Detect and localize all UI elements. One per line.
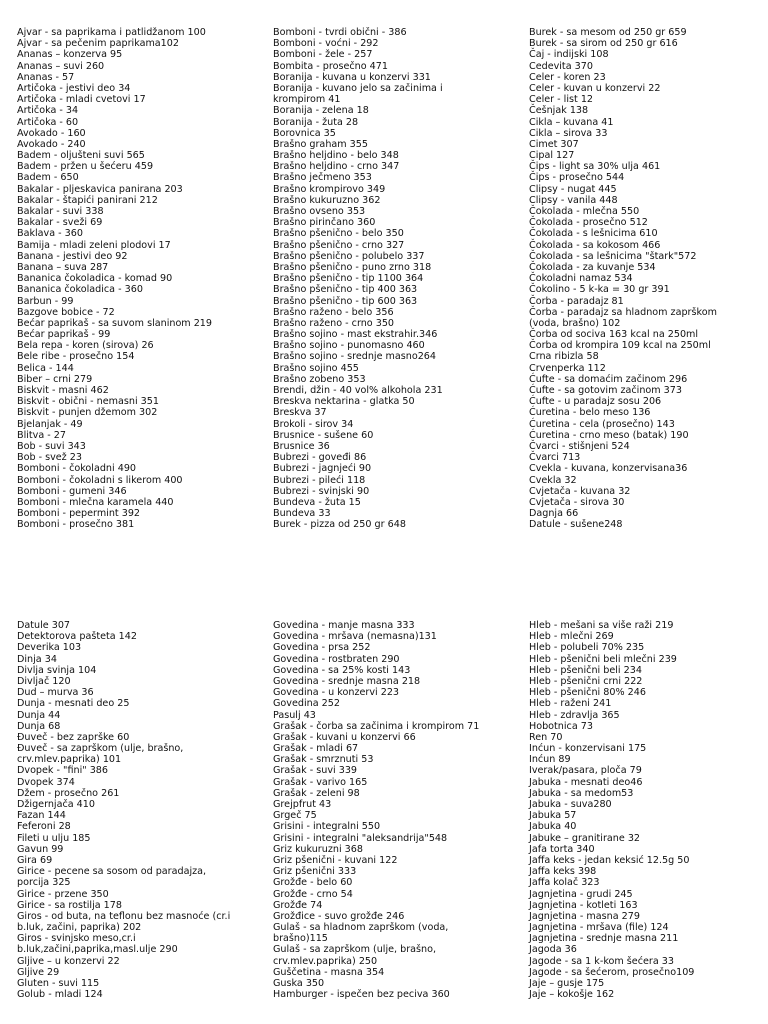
list-item: brašno)115 bbox=[273, 933, 328, 945]
list-item: Grejpfrut 43 bbox=[273, 799, 332, 810]
list-item: Guščetina - masna 354 bbox=[273, 966, 385, 978]
list-item: Cipal 127 bbox=[529, 150, 575, 162]
list-item: crv.mlev.paprika) 101 bbox=[17, 754, 122, 766]
list-item: Golub - mladi 124 bbox=[17, 989, 103, 1001]
list-item: Hleb - zdravlja 365 bbox=[529, 709, 620, 721]
list-item: Brašno krompirovo 349 bbox=[273, 183, 386, 195]
list-item: Datule - sušene248 bbox=[529, 519, 623, 531]
list-item: Brašno sojino - mast ekstrahir.346 bbox=[273, 329, 438, 341]
list-item: Bundeva 33 bbox=[273, 508, 331, 520]
list-item: Gljive 29 bbox=[17, 966, 60, 978]
list-item: Brašno heljdino - belo 348 bbox=[273, 150, 399, 162]
list-item: Detektorova pašteta 142 bbox=[17, 631, 137, 643]
list-item: Celer - koren 23 bbox=[529, 71, 606, 83]
list-item: Cvjetača - kuvana 32 bbox=[529, 485, 631, 497]
list-item: Čokolino - 5 k-ka = 30 gr 391 bbox=[529, 284, 670, 296]
list-item: Boranija - kuvano jelo sa začinima i bbox=[273, 82, 443, 94]
list-item: Biber – crni 279 bbox=[17, 373, 93, 385]
list-item: Brašno pirinčano 360 bbox=[273, 217, 376, 229]
list-item: porcija 325 bbox=[17, 877, 71, 889]
list-item: Burek - sa sirom od 250 gr 616 bbox=[529, 38, 678, 50]
list-item: Hleb - pšenični 80% 246 bbox=[529, 687, 646, 699]
list-item: Brašno zobeno 353 bbox=[273, 373, 366, 385]
list-item: Dinja 34 bbox=[17, 653, 57, 665]
list-item: Čokoladni namaz 534 bbox=[529, 273, 633, 285]
list-item: Brašno raženo - crno 350 bbox=[273, 317, 395, 329]
list-item: Griz pšenični - kuvani 122 bbox=[273, 854, 398, 866]
list-item: Čokolada - s lešnicima 610 bbox=[529, 228, 658, 240]
list-item: Girice - pecene sa sosom od paradajza, bbox=[17, 866, 207, 878]
list-item: Jabuka - mesnati deo46 bbox=[529, 776, 643, 788]
list-item: Grisini - integralni 550 bbox=[273, 821, 381, 833]
list-item: Griz kukuruzni 368 bbox=[273, 843, 363, 855]
list-item: Boranija - žuta 28 bbox=[273, 116, 359, 128]
list-item: Čorba - paradajz sa hladnom zaprškom bbox=[529, 306, 717, 318]
list-item: Divlja svinja 104 bbox=[17, 664, 97, 676]
bottom-column-3 bbox=[529, 620, 767, 1000]
list-item: Govedina - u konzervi 223 bbox=[273, 687, 400, 699]
list-item: Češnjak 138 bbox=[529, 105, 589, 117]
list-item: Dunja 68 bbox=[17, 720, 61, 732]
list-item: Ren 70 bbox=[529, 731, 563, 743]
list-item: Čorba - paradajz 81 bbox=[529, 295, 624, 307]
list-item: Hamburger - ispečen bez peciva 360 bbox=[273, 989, 450, 1001]
list-item: Burek - sa mesom od 250 gr 659 bbox=[529, 27, 687, 38]
list-item: Boranija - kuvana u konzervi 331 bbox=[273, 71, 431, 83]
list-item: Bakalar - suvi 338 bbox=[17, 206, 104, 217]
list-item: Brašno heljdino - crno 347 bbox=[273, 161, 400, 173]
list-item: Hleb - mešani sa više raži 219 bbox=[529, 620, 674, 631]
list-item: Bubrezi - goveđi 86 bbox=[273, 452, 367, 464]
list-item: Brašno sojino 455 bbox=[273, 362, 359, 374]
list-item: Bazgove bobice - 72 bbox=[17, 306, 115, 318]
list-item: Crna ribizla 58 bbox=[529, 351, 599, 363]
list-item: Džem - prosečno 261 bbox=[17, 787, 120, 799]
list-item: Bakalar - sveži 69 bbox=[17, 217, 103, 229]
list-item: Čvarci 713 bbox=[529, 452, 581, 464]
list-item: Gluten - suvi 115 bbox=[17, 978, 100, 989]
list-item: Bubrezi - pileći 118 bbox=[273, 474, 366, 486]
list-item: Dvopek 374 bbox=[17, 776, 75, 788]
list-item: Brašno graham 355 bbox=[273, 138, 368, 150]
list-item: Jagode - sa 1 k-kom šećera 33 bbox=[529, 955, 674, 967]
list-item: Brusnice 36 bbox=[273, 440, 330, 452]
list-item: Hleb - pšenični beli mlečni 239 bbox=[529, 653, 677, 665]
list-item: Brokoli - sirov 34 bbox=[273, 418, 354, 430]
list-item: Banana – suva 287 bbox=[17, 261, 109, 273]
top-column-2 bbox=[273, 27, 511, 530]
list-item: Bob - svež 23 bbox=[17, 452, 82, 464]
bottom-column-2 bbox=[273, 620, 511, 1000]
list-item: Brusnice - sušene 60 bbox=[273, 429, 374, 441]
list-item: Belica - 144 bbox=[17, 362, 74, 374]
list-item: Grašak - zeleni 98 bbox=[273, 787, 360, 799]
list-item: Biskvit - obični - nemasni 351 bbox=[17, 396, 159, 408]
list-item: Biskvit - masni 462 bbox=[17, 385, 109, 396]
list-item: Bombita - prosečno 471 bbox=[273, 60, 388, 72]
list-item: Bjelanjak - 49 bbox=[17, 418, 83, 430]
list-item: Giros - svinjsko meso,cr.i bbox=[17, 933, 136, 945]
list-item: Jagode - sa šećerom, prosečno109 bbox=[529, 966, 695, 978]
list-item: Bakalar - štapići panirani 212 bbox=[17, 194, 158, 206]
list-item: Iverak/pasara, ploča 79 bbox=[529, 765, 642, 777]
list-item: Govedina - rostbraten 290 bbox=[273, 653, 400, 665]
list-item: Banana - jestivi deo 92 bbox=[17, 250, 128, 262]
list-item: Cvekla - kuvana, konzervisana36 bbox=[529, 463, 688, 475]
list-item: Boranija - zelena 18 bbox=[273, 105, 369, 117]
list-item: (voda, brašno) 102 bbox=[529, 317, 621, 329]
list-item: Datule 307 bbox=[17, 620, 71, 631]
list-item: Čvarci - stišnjeni 524 bbox=[529, 440, 630, 452]
list-item: Govedina - prsa 252 bbox=[273, 642, 371, 654]
list-item: Fileti u ulju 185 bbox=[17, 832, 91, 844]
list-item: Bele ribe - prosečno 154 bbox=[17, 351, 135, 363]
list-item: Bananica čokoladica - 360 bbox=[17, 284, 143, 296]
list-item: Guska 350 bbox=[273, 978, 325, 989]
list-item: Griz pšenični 333 bbox=[273, 866, 357, 878]
list-item: Badem - 650 bbox=[17, 172, 79, 184]
list-item: Bob - suvi 343 bbox=[17, 440, 86, 452]
list-item: Čokolada - prosečno 512 bbox=[529, 217, 648, 229]
list-item: Jagnjetina - srednje masna 211 bbox=[529, 933, 679, 945]
list-item: Čaj - indijski 108 bbox=[529, 49, 609, 61]
list-item: Jagnjetina - masna 279 bbox=[529, 910, 640, 922]
list-item: Jabuka 40 bbox=[529, 821, 577, 833]
list-item: Jagnjetina - kotleti 163 bbox=[529, 899, 638, 911]
list-item: Gira 69 bbox=[17, 854, 53, 866]
list-item: Avokado - 240 bbox=[17, 138, 86, 150]
list-item: Bomboni - mlečna karamela 440 bbox=[17, 496, 174, 508]
list-item: Cikla – kuvana 41 bbox=[529, 116, 614, 128]
list-item: Brašno pšenično - tip 1100 364 bbox=[273, 273, 424, 285]
list-item: Grašak - smrznuti 53 bbox=[273, 754, 374, 766]
list-item: Deverika 103 bbox=[17, 642, 82, 654]
list-item: Čips - prosečno 544 bbox=[529, 172, 625, 184]
list-item: Grašak - varivo 165 bbox=[273, 776, 368, 788]
list-item: Govedina 252 bbox=[273, 698, 340, 710]
list-item: Grožđe - belo 60 bbox=[273, 877, 353, 889]
list-item: Badem - oljušteni suvi 565 bbox=[17, 150, 145, 162]
list-item: Džigernjača 410 bbox=[17, 799, 95, 810]
list-item: Bananica čokoladica - komad 90 bbox=[17, 273, 173, 285]
list-item: Ćuretina - cela (prosečno) 143 bbox=[529, 418, 675, 430]
list-item: Đuveč - bez zaprške 60 bbox=[17, 731, 130, 743]
list-item: Hleb - raženi 241 bbox=[529, 698, 612, 710]
list-item: Čokolada - sa lešnicima "štark"572 bbox=[529, 250, 697, 262]
list-item: Brašno pšenično - polubelo 337 bbox=[273, 250, 425, 262]
list-item: Bomboni - voćni - 292 bbox=[273, 38, 379, 50]
list-item: Gulaš - sa hladnom zaprškom (voda, bbox=[273, 922, 449, 934]
list-item: Bomboni - čokoladni s likerom 400 bbox=[17, 474, 183, 486]
list-item: Brendi, džin - 40 vol% alkohola 231 bbox=[273, 385, 443, 396]
list-item: Grašak - čorba sa začinima i krompirom 71 bbox=[273, 720, 480, 732]
list-item: Biskvit - punjen džemom 302 bbox=[17, 407, 158, 419]
list-item: Ćuretina - crno meso (batak) 190 bbox=[529, 429, 689, 441]
list-item: Ananas - 57 bbox=[17, 71, 75, 83]
list-item: Grašak - mladi 67 bbox=[273, 743, 359, 755]
list-item: Grožđice - suvo grožđe 246 bbox=[273, 910, 405, 922]
list-item: Bundeva - žuta 15 bbox=[273, 496, 361, 508]
list-item: Bećar paprikaš - 99 bbox=[17, 329, 111, 341]
list-item: Grisini - integralni "aleksandrija"548 bbox=[273, 832, 448, 844]
list-item: Artičoka - jestivi deo 34 bbox=[17, 82, 131, 94]
list-item: Bomboni - pepermint 392 bbox=[17, 508, 141, 520]
list-item: Jagnjetina - grudi 245 bbox=[529, 888, 633, 900]
list-item: Govedina - sa 25% kosti 143 bbox=[273, 664, 411, 676]
list-item: Hleb - polubeli 70% 235 bbox=[529, 642, 645, 654]
list-item: Ajvar - sa paprikama i patlidžanom 100 bbox=[17, 27, 206, 38]
list-item: Baklava - 360 bbox=[17, 228, 83, 240]
list-item: Inćun - konzervisani 175 bbox=[529, 743, 647, 755]
list-item: Jabuke – granitirane 32 bbox=[529, 832, 641, 844]
list-item: Cvekla 32 bbox=[529, 474, 577, 486]
list-item: Grgeč 75 bbox=[273, 810, 317, 822]
list-item: Fazan 144 bbox=[17, 810, 66, 822]
list-item: Borovnica 35 bbox=[273, 127, 336, 139]
list-item: Ćufte - u paradajz sosu 206 bbox=[529, 396, 662, 408]
list-item: Divljač 120 bbox=[17, 675, 71, 687]
list-item: Brašno pšenično - tip 600 363 bbox=[273, 295, 418, 307]
list-item: crv.mlev.paprika) 250 bbox=[273, 955, 378, 967]
list-item: Dud – murva 36 bbox=[17, 687, 94, 699]
list-item: Bamija - mladi zeleni plodovi 17 bbox=[17, 239, 171, 251]
list-item: Inćun 89 bbox=[529, 754, 571, 766]
list-item: Hobotnica 73 bbox=[529, 720, 593, 732]
list-item: Brašno sojino - srednje masno264 bbox=[273, 351, 437, 363]
list-item: Breskva 37 bbox=[273, 407, 327, 419]
list-item: Girice - sa rostilja 178 bbox=[17, 899, 122, 911]
list-item: Brašno pšenično - crno 327 bbox=[273, 239, 405, 251]
list-item: Clipsy - nugat 445 bbox=[529, 183, 617, 195]
list-item: Ćuretina - belo meso 136 bbox=[529, 407, 651, 419]
list-item: Bubrezi - jagnjeći 90 bbox=[273, 463, 372, 475]
list-item: Čokolada - za kuvanje 534 bbox=[529, 261, 656, 273]
list-item: Artičoka - 60 bbox=[17, 116, 79, 128]
list-item: Grašak - suvi 339 bbox=[273, 765, 358, 777]
list-item: Jabuka 57 bbox=[529, 810, 577, 822]
list-item: Jaje – gusje 175 bbox=[529, 978, 605, 989]
list-item: Ananas – suvi 260 bbox=[17, 60, 105, 72]
list-item: Brašno ječmeno 353 bbox=[273, 172, 372, 184]
list-item: Govedina - mršava (nemasna)131 bbox=[273, 631, 437, 643]
list-item: Bomboni - čokoladni 490 bbox=[17, 463, 137, 475]
list-item: Čokolada - mlečna 550 bbox=[529, 206, 640, 217]
list-item: Pasulj 43 bbox=[273, 709, 316, 721]
list-item: Dunja - mesnati deo 25 bbox=[17, 698, 130, 710]
list-item: Feferoni 28 bbox=[17, 821, 71, 833]
list-item: Brašno ovseno 353 bbox=[273, 206, 366, 217]
list-item: Čorba od sociva 163 kcal na 250ml bbox=[529, 329, 699, 341]
list-item: Jabuka - suva280 bbox=[529, 799, 612, 810]
list-item: Avokado - 160 bbox=[17, 127, 86, 139]
list-item: Jagoda 36 bbox=[529, 944, 577, 956]
list-item: Gljive – u konzervi 22 bbox=[17, 955, 120, 967]
list-item: Ćufte - sa gotovim začinom 373 bbox=[529, 385, 682, 396]
list-item: Govedina - srednje masna 218 bbox=[273, 675, 421, 687]
list-item: Cikla – sirova 33 bbox=[529, 127, 608, 139]
list-item: Brašno raženo - belo 356 bbox=[273, 306, 394, 318]
list-item: Jaffa kolač 323 bbox=[529, 877, 600, 889]
list-item: Gulaš - sa zaprškom (ulje, brašno, bbox=[273, 944, 437, 956]
list-item: Brašno sojino - punomasno 460 bbox=[273, 340, 425, 352]
list-item: Badem - pržen u šećeru 459 bbox=[17, 161, 154, 173]
list-item: Brašno kukuruzno 362 bbox=[273, 194, 381, 206]
list-item: b.luk, začini, paprika) 202 bbox=[17, 922, 142, 934]
list-item: Jagnjetina - mršava (file) 124 bbox=[529, 922, 669, 934]
list-item: Grožđe 74 bbox=[273, 899, 323, 911]
list-item: Bomboni - žele - 257 bbox=[273, 49, 373, 61]
list-item: Bomboni - gumeni 346 bbox=[17, 485, 127, 497]
list-item: Hleb - pšenični beli 234 bbox=[529, 664, 642, 676]
list-item: Cedevita 370 bbox=[529, 60, 593, 72]
list-item: Govedina - manje masna 333 bbox=[273, 620, 415, 631]
list-item: Dvopek - "fini" 386 bbox=[17, 765, 109, 777]
list-item: Jaffa keks 398 bbox=[529, 866, 597, 878]
list-item: Bela repa - koren (sirova) 26 bbox=[17, 340, 154, 352]
list-item: Ananas – konzerva 95 bbox=[17, 49, 123, 61]
list-item: krompirom 41 bbox=[273, 94, 341, 106]
list-item: Čokolada - sa kokosom 466 bbox=[529, 239, 661, 251]
list-item: Gavun 99 bbox=[17, 843, 64, 855]
list-item: Ćufte - sa domaćim začinom 296 bbox=[529, 373, 688, 385]
list-item: Brašno pšenično - belo 350 bbox=[273, 228, 404, 240]
list-item: Bakalar - pljeskavica panirana 203 bbox=[17, 183, 183, 195]
list-item: Dunja 44 bbox=[17, 709, 61, 721]
list-item: Čips - light sa 30% ulja 461 bbox=[529, 161, 661, 173]
list-item: Crvenperka 112 bbox=[529, 362, 606, 374]
list-item: Artičoka - mladi cvetovi 17 bbox=[17, 94, 146, 106]
list-item: Girice - przene 350 bbox=[17, 888, 109, 900]
list-item: Clipsy - vanila 448 bbox=[529, 194, 618, 206]
top-column-3 bbox=[529, 27, 767, 530]
list-item: Grožđe - crno 54 bbox=[273, 888, 353, 900]
list-item: Đuveč - sa zaprškom (ulje, brašno, bbox=[17, 743, 184, 755]
bottom-column-1 bbox=[17, 620, 255, 1000]
list-item: Giros - od buta, na teflonu bez masnoće (cr.i bbox=[17, 910, 231, 922]
list-item: Breskva nektarina - glatka 50 bbox=[273, 396, 415, 408]
list-item: Celer - list 12 bbox=[529, 94, 594, 106]
list-item: Hleb - mlečni 269 bbox=[529, 631, 614, 643]
list-item: Bećar paprikaš - sa suvom slaninom 219 bbox=[17, 317, 213, 329]
list-item: Burek - pizza od 250 gr 648 bbox=[273, 519, 406, 531]
list-item: Čorba od krompira 109 kcal na 250ml bbox=[529, 340, 711, 352]
list-item: Cvjetača - sirova 30 bbox=[529, 496, 625, 508]
list-item: Grašak - kuvani u konzervi 66 bbox=[273, 731, 416, 743]
list-item: Artičoka - 34 bbox=[17, 105, 79, 117]
list-item: Jaffa keks - jedan keksić 12.5g 50 bbox=[529, 854, 690, 866]
list-item: Dagnja 66 bbox=[529, 508, 579, 520]
list-item: Jafa torta 340 bbox=[529, 843, 595, 855]
list-item: Barbun - 99 bbox=[17, 295, 74, 307]
top-column-1 bbox=[17, 27, 255, 530]
list-item: Brašno pšenično - tip 400 363 bbox=[273, 284, 418, 296]
list-item: Bomboni - prosečno 381 bbox=[17, 519, 135, 531]
list-item: Hleb - pšenični crni 222 bbox=[529, 675, 643, 687]
list-item: Jaje – kokošje 162 bbox=[529, 989, 615, 1001]
list-item: Bubrezi - svinjski 90 bbox=[273, 485, 370, 497]
list-item: Celer - kuvan u konzervi 22 bbox=[529, 82, 661, 94]
list-item: b.luk,začini,paprika,masl.ulje 290 bbox=[17, 944, 178, 956]
list-item: Jabuka - sa medom53 bbox=[529, 787, 634, 799]
list-item: Bomboni - tvrdi obični - 386 bbox=[273, 27, 407, 38]
list-item: Ajvar - sa pečenim paprikama102 bbox=[17, 38, 179, 50]
list-item: Brašno pšenično - puno zrno 318 bbox=[273, 261, 432, 273]
list-item: Blitva - 27 bbox=[17, 429, 66, 441]
list-item: Cimet 307 bbox=[529, 138, 579, 150]
